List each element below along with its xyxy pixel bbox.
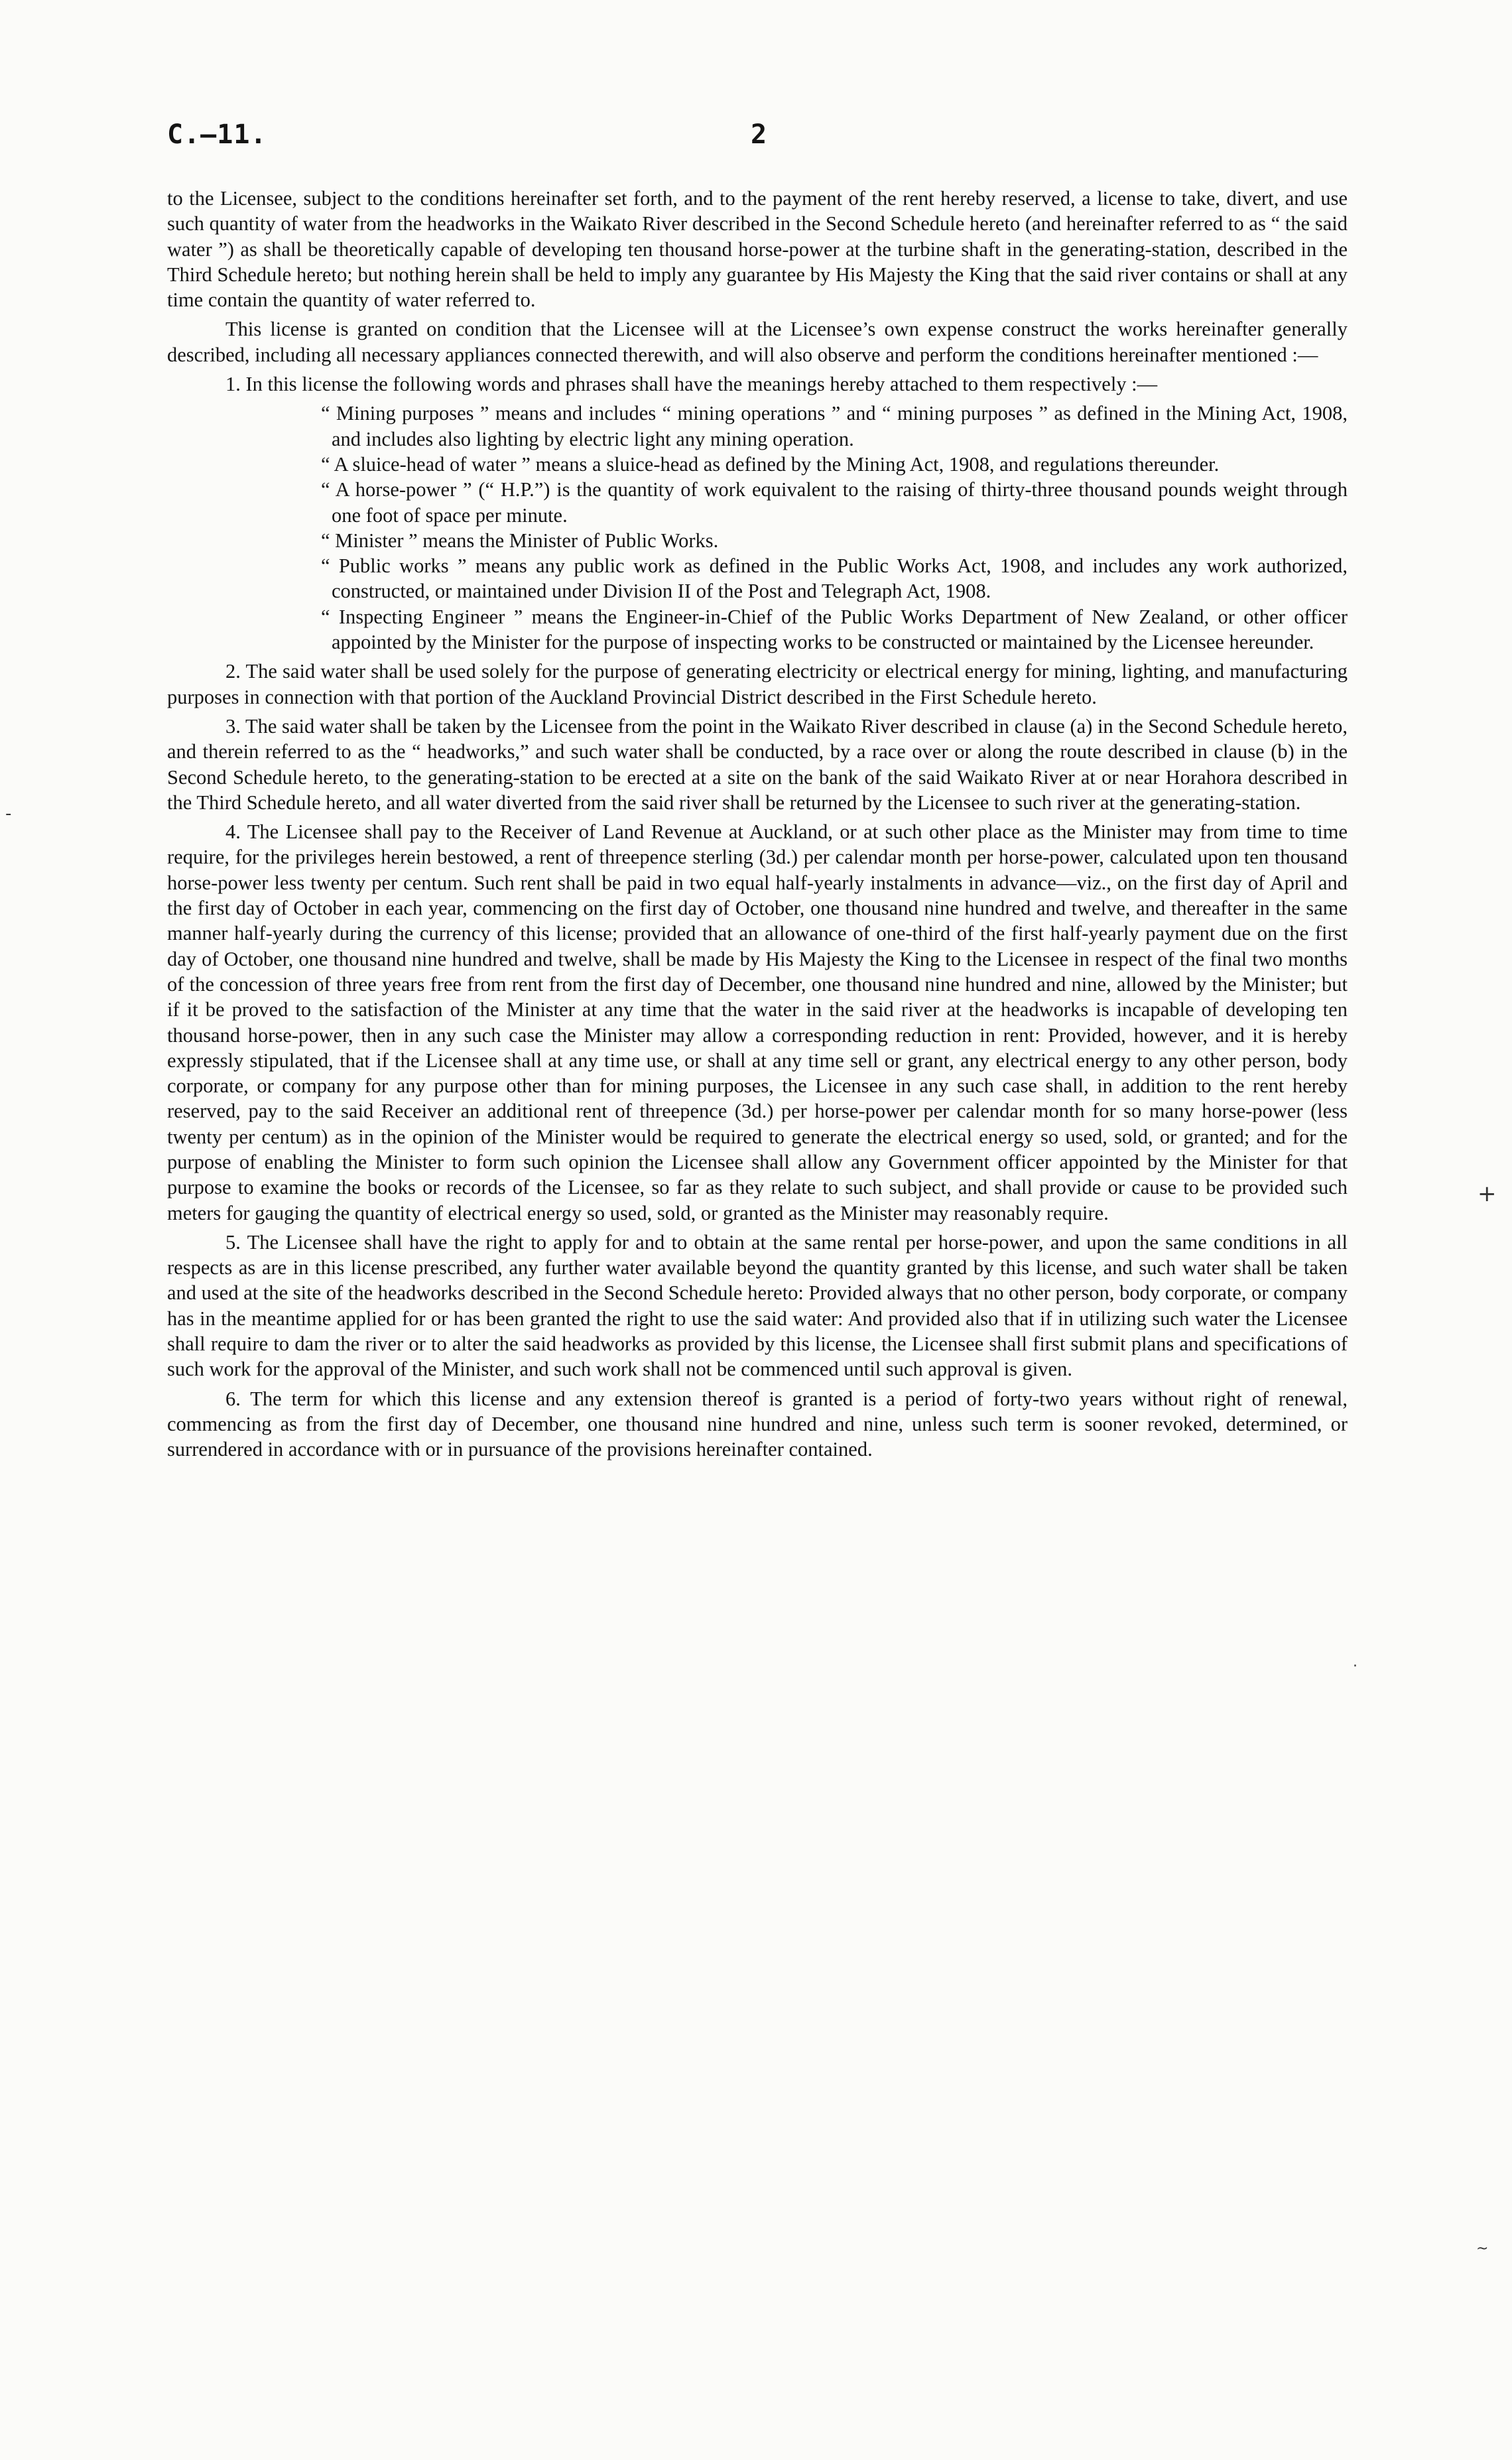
condition-paragraph: This license is granted on condition that the Licensee will at the Licensee’s own expense construct the works hereinafter generally described, including all necessary appliances connected therewith, and will also observe and perform the conditions hereinafter mentioned :—	[167, 318, 1348, 366]
definition-inspecting-engineer: “ Inspecting Engineer ” means the Engineer-in-Chief of the Public Works Department of New Zealand, or other officer appointed by the Minister for the purpose of inspecting works to be constructed or maintained by the Licensee hereunder.	[321, 605, 1348, 654]
definition-minister: “ Minister ” means the Minister of Public Works.	[321, 529, 719, 552]
intro-continuation-paragraph: to the Licensee, subject to the conditions hereinafter set forth, and to the payment of the rent hereby reserved, a license to take, divert, and use such quantity of water from the headworks in the Waikato River described in the Second Schedule hereto (and hereinafter referred to as “ the said water ”) as shall be theoretically capable of developing ten thousand horse-power at the turbine shaft in the generating-station, described in the Third Schedule hereto; but nothing herein shall be held to imply any guarantee by His Majesty the King that the said river contains or shall at any time contain the quantity of water referred to.	[167, 187, 1348, 312]
page-number: 2	[751, 119, 767, 150]
definition-horse-power: “ A horse-power ” (“ H.P.”) is the quantity of work equivalent to the raising of thirty-three thousand pounds weight through one foot of space per minute.	[321, 478, 1348, 527]
clause-2: 2. The said water shall be used solely for the purpose of generating electricity or electrical energy for mining, lighting, and manufacturing purposes in connection with that portion of the Auckland Provincial District described in the First Schedule hereto.	[167, 660, 1348, 708]
scan-margin-mark: ~	[1476, 2240, 1489, 2257]
clause-1: 1. In this license the following words and phrases shall have the meanings hereby attached to them respectively :—	[225, 373, 1158, 396]
definition-public-works: “ Public works ” means any public work as defined in the Public Works Act, 1908, and includes any work authorized, constructed, or maintained under Division II of the Post and Telegraph Act, 1908.	[321, 554, 1348, 603]
license-text	[167, 186, 1348, 1466]
clause-4: 4. The Licensee shall pay to the Receiver of Land Revenue at Auckland, or at such other place as the Minister may from time to time require, for the privileges herein bestowed, a rent of threepence sterling (3d.) per calendar month per horse-power, calculated upon ten thousand horse-power less twenty per centum. Such rent shall be paid in two equal half-yearly instalments in advance—viz., on the first day of April and the first day of October in each year, commencing on the first day of October, one thousand nine hundred and twelve, and thereafter in the same manner half-yearly during the currency of this license; provided that an allowance of one-third of the first half-yearly payment due on the first day of October, one thousand nine hundred and twelve, shall be made by His Majesty the King to the Licensee in respect of the final two months of the concession of three years free from rent from the first day of December, one thousand nine hundred and nine, allowed by the Minister; but if it be proved to the satisfaction of the Minister at any time that the water in the said river at the headworks is incapable of developing ten thousand horse-power, then in any such case the Minister may allow a corresponding reduction in rent: Provided, however, and it is hereby expressly stipulated, that if the Licensee shall at any time use, or shall at any time sell or grant, any electrical energy to any other person, body corporate, or company for any purpose other than for mining purposes, the Licensee in any such case shall, in addition to the rent hereby reserved, pay to the said Receiver an additional rent of threepence (3d.) per horse-power per calendar month for so many horse-power (less twenty per centum) as in the opinion of the Minister would be required to generate the electrical energy so used, sold, or granted; and for the purpose of enabling the Minister to form such opinion the Licensee shall allow any Government officer appointed by the Minister for that purpose to examine the books or records of the Licensee, so far as they relate to such subject, and shall provide or cause to be provided such meters for gauging the quantity of electrical energy so used, sold, or granted as the Minister may reasonably require.	[167, 820, 1348, 1224]
clause-5: 5. The Licensee shall have the right to apply for and to obtain at the same rental per horse-power, and upon the same conditions in all respects as are in this license prescribed, any further water available beyond the quantity granted by this license, and such water shall be taken and used at the site of the headworks described in the Second Schedule hereto: Provided always that no other person, body corporate, or company has in the meantime applied for or has been granted the right to use the said water: And provided also that if in utilizing such water the Licensee shall require to dam the river or to alter the said headworks as provided by this license, the Licensee shall first submit plans and specifications of such work for the approval of the Minister, and such work shall not be commenced until such approval is given.	[167, 1230, 1348, 1381]
scan-margin-mark: +	[1478, 1181, 1497, 1207]
definitions-list	[167, 401, 1348, 655]
clause-6: 6. The term for which this license and any extension thereof is granted is a period of forty-two years without right of renewal, commencing as from the first day of December, one thousand nine hundred and nine, unless such term is sooner revoked, determined, or surrendered in accordance with or in pursuance of the provisions hereinafter contained.	[167, 1387, 1348, 1461]
definition-sluice-head: “ A sluice-head of water ” means a sluice-head as defined by the Mining Act, 1908, and regulations thereunder.	[321, 452, 1220, 476]
scan-margin-mark: ·	[1353, 1658, 1357, 1675]
document-reference: C.—11.	[167, 119, 267, 150]
page-header	[167, 119, 1348, 159]
definition-mining-purposes: “ Mining purposes ” means and includes “ mining operations ” and “ mining purposes ” as defined in the Mining Act, 1908, and includes also lighting by electric light any mining operation.	[321, 402, 1348, 450]
scan-margin-mark: -	[5, 804, 12, 824]
clause-3: 3. The said water shall be taken by the Licensee from the point in the Waikato River described in clause (a) in the Second Schedule hereto, and therein referred to as the “ headworks,” and such water shall be conducted, by a race over or along the route described in clause (b) in the Second Schedule hereto, to the generating-station to be erected at a site on the bank of the said Waikato River at or near Horahora described in the Third Schedule hereto, and all water diverted from the said river shall be returned by the Licensee to such river at the generating-station.	[167, 714, 1348, 814]
